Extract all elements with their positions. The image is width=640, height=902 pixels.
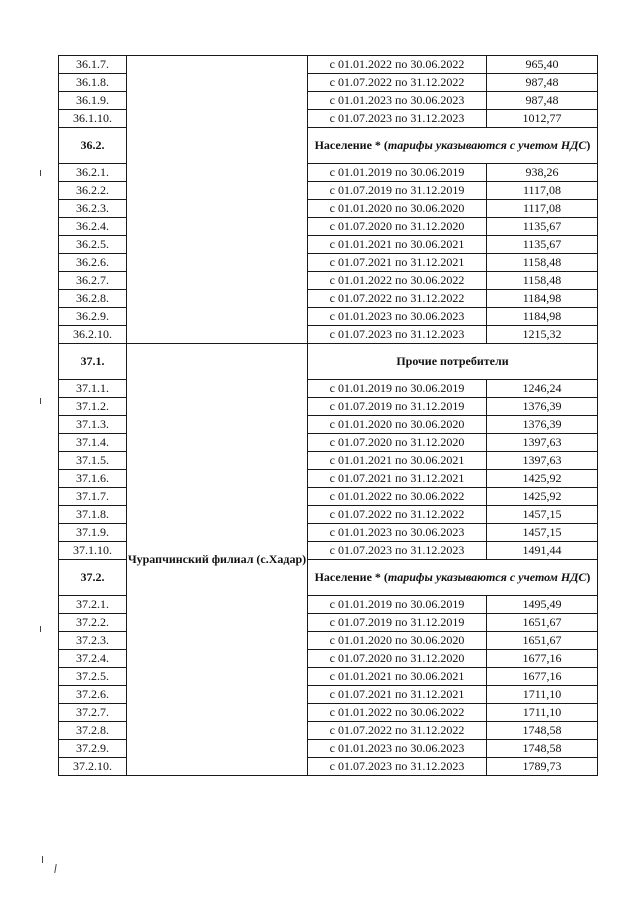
tariff-value: 1789,73	[487, 758, 598, 776]
tariff-value: 1677,16	[487, 650, 598, 668]
row-number: 37.1.9.	[59, 524, 127, 542]
group-header	[308, 344, 598, 380]
period-cell: с 01.07.2022 по 31.12.2022	[308, 506, 487, 524]
tariff-value: 1117,08	[487, 200, 598, 218]
row-number: 37.1.5.	[59, 452, 127, 470]
tariff-value: 1677,16	[487, 668, 598, 686]
row-number: 37.1.3.	[59, 416, 127, 434]
row-number: 36.1.9.	[59, 92, 127, 110]
tariff-value: 1457,15	[487, 506, 598, 524]
period-cell: с 01.07.2023 по 31.12.2023	[308, 758, 487, 776]
tariff-value: 1158,48	[487, 272, 598, 290]
row-number: 36.2.8.	[59, 290, 127, 308]
period-cell: с 01.07.2022 по 31.12.2022	[308, 290, 487, 308]
row-number: 36.2.2.	[59, 182, 127, 200]
tariff-value: 1397,63	[487, 452, 598, 470]
period-cell: с 01.01.2019 по 30.06.2019	[308, 380, 487, 398]
period-cell: с 01.01.2023 по 30.06.2023	[308, 308, 487, 326]
scan-mark	[42, 856, 43, 863]
tariff-value: 965,40	[487, 56, 598, 74]
tariff-value: 1651,67	[487, 632, 598, 650]
period-cell: с 01.07.2020 по 31.12.2020	[308, 218, 487, 236]
tariff-value: 1376,39	[487, 398, 598, 416]
period-cell: с 01.07.2021 по 31.12.2021	[308, 686, 487, 704]
tariff-value: 1711,10	[487, 686, 598, 704]
row-number: 36.2.5.	[59, 236, 127, 254]
row-number: 36.2.1.	[59, 164, 127, 182]
group-header-tail: )	[586, 569, 591, 584]
row-number: 37.2.3.	[59, 632, 127, 650]
group-header-text: Прочие потребители	[396, 353, 509, 368]
period-cell: с 01.01.2022 по 30.06.2022	[308, 272, 487, 290]
group-header-italic: тарифы указываются с учетом НДС	[387, 137, 587, 152]
row-number: 37.2.5.	[59, 668, 127, 686]
row-number: 37.1.10.	[59, 542, 127, 560]
period-cell: с 01.07.2023 по 31.12.2023	[308, 542, 487, 560]
row-number: 37.2.10.	[59, 758, 127, 776]
row-number: 37.2.9.	[59, 740, 127, 758]
row-number: 37.2.4.	[59, 650, 127, 668]
row-number: 37.1.7.	[59, 488, 127, 506]
period-cell: с 01.01.2021 по 30.06.2021	[308, 236, 487, 254]
row-number: 37.2.2.	[59, 614, 127, 632]
group-header-text: Население * (	[314, 137, 388, 152]
row-number: 36.2.3.	[59, 200, 127, 218]
scan-mark	[40, 170, 41, 176]
tariff-value: 1376,39	[487, 416, 598, 434]
tariff-value: 1117,08	[487, 182, 598, 200]
tariff-value: 1748,58	[487, 722, 598, 740]
row-number: 37.2.1.	[59, 596, 127, 614]
tariff-value: 1457,15	[487, 524, 598, 542]
tariff-value: 1158,48	[487, 254, 598, 272]
period-cell: с 01.01.2019 по 30.06.2019	[308, 596, 487, 614]
period-cell: с 01.01.2021 по 30.06.2021	[308, 452, 487, 470]
tariff-value: 1184,98	[487, 290, 598, 308]
row-number: 37.1.	[59, 344, 127, 380]
table-row	[59, 56, 598, 74]
tariff-table	[58, 55, 598, 776]
period-cell: с 01.01.2020 по 30.06.2020	[308, 416, 487, 434]
tariff-value: 1491,44	[487, 542, 598, 560]
period-cell: с 01.01.2022 по 30.06.2022	[308, 704, 487, 722]
row-number: 37.2.	[59, 560, 127, 596]
period-cell: с 01.07.2022 по 31.12.2022	[308, 74, 487, 92]
tariff-value: 1711,10	[487, 704, 598, 722]
period-cell: с 01.07.2021 по 31.12.2021	[308, 470, 487, 488]
tariff-value: 1012,77	[487, 110, 598, 128]
tariff-value: 1246,24	[487, 380, 598, 398]
tariff-value: 938,26	[487, 164, 598, 182]
period-cell: с 01.01.2023 по 30.06.2023	[308, 740, 487, 758]
period-cell: с 01.01.2019 по 30.06.2019	[308, 164, 487, 182]
period-cell: с 01.07.2019 по 31.12.2019	[308, 182, 487, 200]
period-cell: с 01.07.2022 по 31.12.2022	[308, 722, 487, 740]
tariff-value: 1495,49	[487, 596, 598, 614]
period-cell: с 01.01.2021 по 30.06.2021	[308, 668, 487, 686]
scan-mark	[40, 398, 41, 404]
row-number: 36.1.8.	[59, 74, 127, 92]
row-number: 37.2.8.	[59, 722, 127, 740]
row-number: 36.2.7.	[59, 272, 127, 290]
row-number: 36.2.6.	[59, 254, 127, 272]
row-number: 37.1.8.	[59, 506, 127, 524]
group-header-text: Население * (	[314, 569, 388, 584]
period-cell: с 01.01.2023 по 30.06.2023	[308, 524, 487, 542]
period-cell: с 01.07.2019 по 31.12.2019	[308, 398, 487, 416]
row-number: 36.1.10.	[59, 110, 127, 128]
tariff-value: 1651,67	[487, 614, 598, 632]
row-number: 37.1.2.	[59, 398, 127, 416]
branch-name: Чурапчинский филиал (с.Хадар)	[127, 344, 308, 776]
row-number: 37.1.6.	[59, 470, 127, 488]
group-header-italic: тарифы указываются с учетом НДС	[387, 569, 587, 584]
row-number: 36.2.4.	[59, 218, 127, 236]
period-cell: с 01.07.2023 по 31.12.2023	[308, 326, 487, 344]
row-number: 36.2.10.	[59, 326, 127, 344]
tariff-value: 1425,92	[487, 488, 598, 506]
group-header	[308, 560, 598, 596]
tariff-value: 1135,67	[487, 218, 598, 236]
row-number: 36.2.9.	[59, 308, 127, 326]
period-cell: с 01.07.2023 по 31.12.2023	[308, 110, 487, 128]
row-number: 36.1.7.	[59, 56, 127, 74]
scan-mark	[54, 864, 57, 873]
period-cell: с 01.07.2021 по 31.12.2021	[308, 254, 487, 272]
empty-branch-cell	[127, 56, 308, 344]
period-cell: с 01.07.2019 по 31.12.2019	[308, 614, 487, 632]
tariff-value: 1748,58	[487, 740, 598, 758]
tariff-value: 987,48	[487, 74, 598, 92]
group-header	[308, 128, 598, 164]
scan-mark	[40, 626, 41, 632]
row-number: 37.1.1.	[59, 380, 127, 398]
period-cell: с 01.01.2023 по 30.06.2023	[308, 92, 487, 110]
row-number: 37.1.4.	[59, 434, 127, 452]
period-cell: с 01.01.2020 по 30.06.2020	[308, 632, 487, 650]
row-number: 37.2.7.	[59, 704, 127, 722]
tariff-value: 1135,67	[487, 236, 598, 254]
period-cell: с 01.01.2022 по 30.06.2022	[308, 56, 487, 74]
tariff-value: 1184,98	[487, 308, 598, 326]
period-cell: с 01.01.2020 по 30.06.2020	[308, 200, 487, 218]
tariff-value: 1397,63	[487, 434, 598, 452]
period-cell: с 01.07.2020 по 31.12.2020	[308, 434, 487, 452]
group-row	[59, 344, 598, 380]
row-number: 36.2.	[59, 128, 127, 164]
row-number: 37.2.6.	[59, 686, 127, 704]
group-header-tail: )	[586, 137, 591, 152]
tariff-value: 1425,92	[487, 470, 598, 488]
tariff-value: 987,48	[487, 92, 598, 110]
period-cell: с 01.07.2020 по 31.12.2020	[308, 650, 487, 668]
period-cell: с 01.01.2022 по 30.06.2022	[308, 488, 487, 506]
tariff-value: 1215,32	[487, 326, 598, 344]
